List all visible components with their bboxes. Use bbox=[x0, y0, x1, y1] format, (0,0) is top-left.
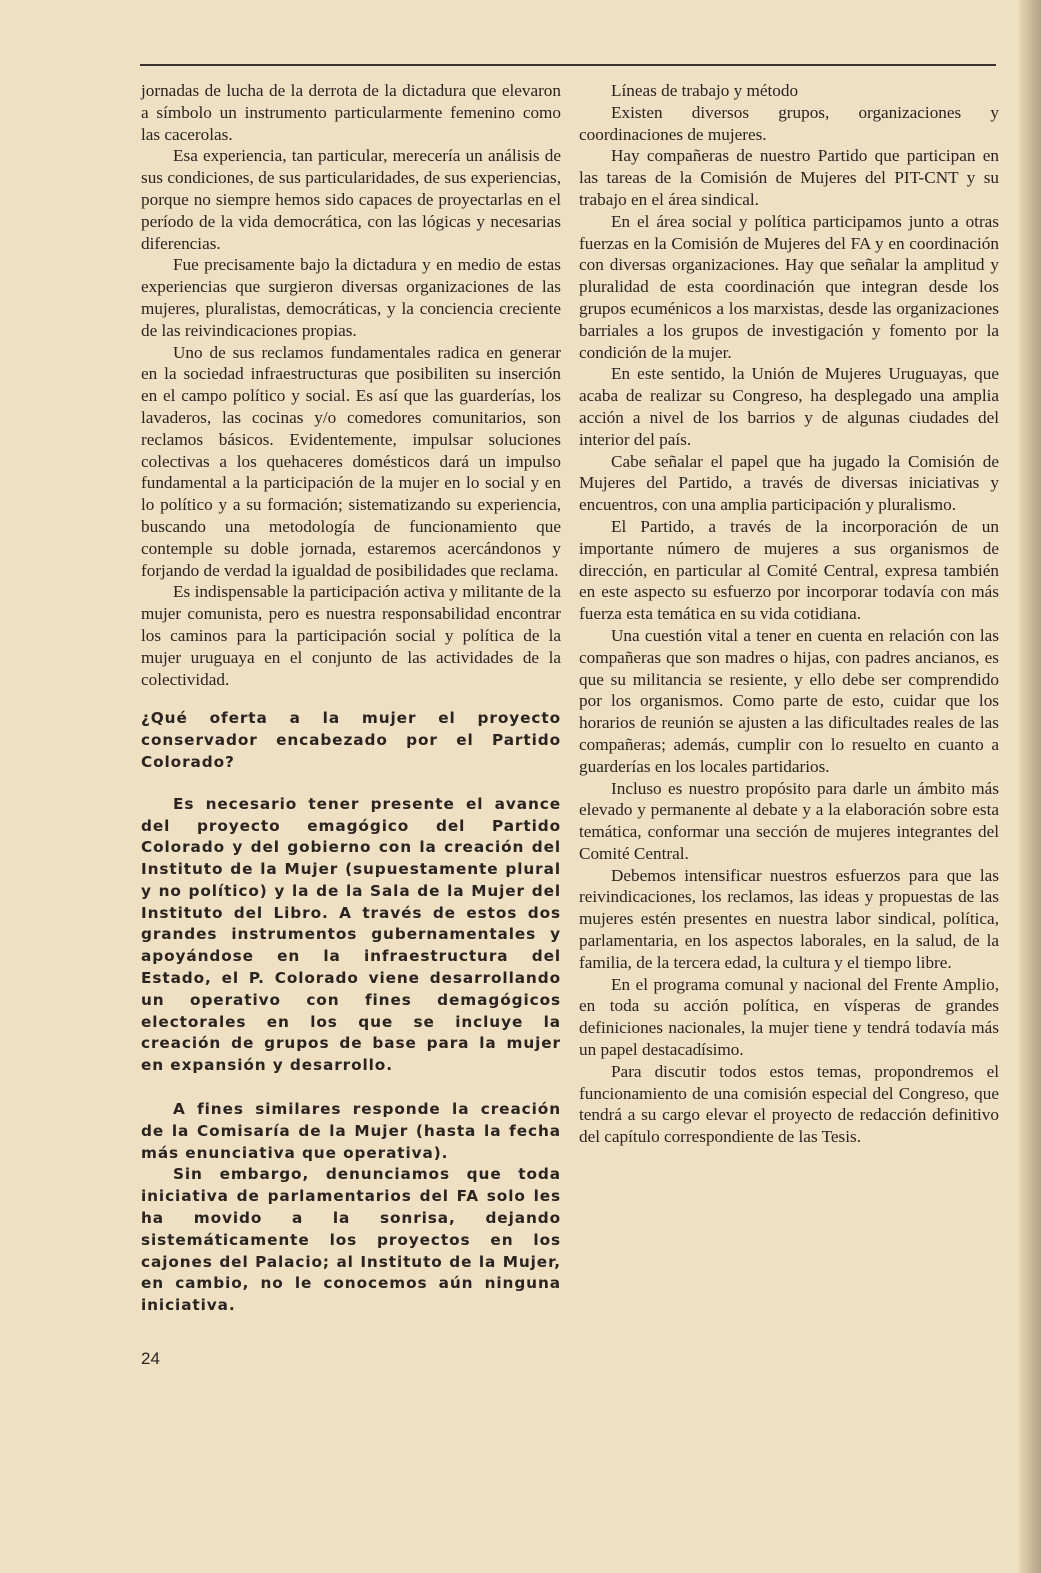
left-column bbox=[141, 80, 561, 1317]
right-column bbox=[579, 80, 999, 1148]
subheading: Líneas de trabajo y método bbox=[611, 81, 799, 100]
body-paragraph: Es indispensable la participación activa y militante de la mujer comunista, pero es nuestra responsabilidad encontrar los caminos para la participación social y política de la mujer uruguaya en el conjunto de las actividades de la colectividad. bbox=[141, 582, 561, 689]
page-number: 24 bbox=[141, 1349, 160, 1368]
bold-paragraph: Es necesario tener presente el avance del proyecto emagógico del Partido Colorado y del gobierno con la creación del Instituto de la Mujer (supuestamente plural y no político) y la de la Sala de la Mujer del Instituto del Libro. A través de estos dos grandes instrumentos gubernamentales y apoyándose en la infraestructura del Estado, el P. Colorado viene desarrollando un operativo con fines demagógicos electorales en los que se incluye la creación de grupos de base para la mujer en expansión y desarrollo. bbox=[141, 794, 561, 1075]
body-paragraph: Existen diversos grupos, organizaciones y coordinaciones de mujeres. bbox=[579, 102, 999, 144]
body-paragraph: Esa experiencia, tan particular, merecería un análisis de sus condiciones, de sus particularidades, de sus experiencias, porque no siempre hemos sido capaces de proyectarlas en el período de la vida democrática, con las lógicas y necesarias diferencias. bbox=[141, 146, 561, 253]
body-paragraph: Cabe señalar el papel que ha jugado la Comisión de Mujeres del Partido, a través de diversas iniciativas y encuentros, con una amplia participación y pluralismo. bbox=[579, 451, 999, 515]
body-paragraph: El Partido, a través de la incorporación de un importante número de mujeres a sus organismos de dirección, en particular al Comité Central, expresa también en este aspecto su esfuerzo por incorporar todavía con más fuerza esta temática en su vida cotidiana. bbox=[579, 516, 999, 624]
bold-paragraph: A fines similares responde la creación de la Comisaría de la Mujer (hasta la fecha más enunciativa que operativa). bbox=[141, 1100, 561, 1162]
header-rule bbox=[140, 64, 996, 66]
body-paragraph: Fue precisamente bajo la dictadura y en medio de estas experiencias que surgieron diversas organizaciones de las mujeres, pluralistas, democráticas, y la conciencia creciente de las reivindicaciones propias. bbox=[141, 255, 561, 340]
section-heading: ¿Qué oferta a la mujer el proyecto conservador encabezado por el Partido Colorado? bbox=[141, 709, 561, 771]
body-paragraph: Hay compañeras de nuestro Partido que participan en las tareas de la Comisión de Mujeres del PIT-CNT y su trabajo en el área sindical. bbox=[579, 146, 999, 209]
body-paragraph: Incluso es nuestro propósito para darle un ámbito más elevado y permanente al debate y a la elaboración sobre esta temática, conformar una sección de mujeres integrantes del Comité Central. bbox=[579, 778, 999, 863]
page-edge-shadow bbox=[1019, 0, 1041, 1573]
body-paragraph: En el programa comunal y nacional del Frente Amplio, en toda su acción política, en vísperas de grandes definiciones nacionales, la mujer tiene y tendrá todavía más un papel destacadísimo. bbox=[579, 974, 999, 1060]
body-paragraph: Uno de sus reclamos fundamentales radica en generar en la sociedad infraestructuras que posibiliten su inserción en el campo político y social. Es así que las guarderías, los lavaderos, las cocinas y/o comedores comunitarios, son reclamos básicos. Evidentemente, impulsar soluciones colectivas a los quehaceres domésticos dará un impulso fundamental a la participación de la mujer en lo social y en lo político y a su formación; sistematizando su experiencia, buscando una metodología de funcionamiento que contemple su doble jornada, estaremos acercándonos y forjando de verdad la igualdad de posibilidades que reclama. bbox=[141, 342, 561, 580]
body-paragraph: En el área social y política participamos junto a otras fuerzas en la Comisión de Mujeres del FA y en coordinación con diversas organizaciones. Hay que señalar la amplitud y pluralidad de esta coordinación que integran desde los grupos ecuménicos a los marxistas, desde las organizaciones barriales a los grupos de investigación y fomento por la condición de la mujer. bbox=[579, 211, 999, 362]
bold-paragraph: Sin embargo, denunciamos que toda iniciativa de parlamentarios del FA solo les ha movido a la sonrisa, dejando sistemáticamente los proyectos en los cajones del Palacio; al Instituto de la Mujer, en cambio, no le conocemos aún ninguna iniciativa. bbox=[141, 1165, 561, 1315]
body-paragraph: Una cuestión vital a tener en cuenta en relación con las compañeras que son madres o hijas, con padres ancianos, es que su militancia se resiente, y ello debe ser comprendido por los organismos. Como parte de esto, cuidar que los horarios de reunión se ajusten a las dificultades reales de las compañeras; además, cumplir con lo resuelto en cuanto a guarderías en los locales partidarios. bbox=[579, 625, 999, 776]
body-paragraph: Para discutir todos estos temas, propondremos el funcionamiento de una comisión especial del Congreso, que tendrá a su cargo elevar el proyecto de redacción definitivo del capítulo correspondiente de las Tesis. bbox=[579, 1061, 999, 1147]
body-paragraph: En este sentido, la Unión de Mujeres Uruguayas, que acaba de realizar su Congreso, ha desplegado una amplia acción a nivel de los barrios y de algunas ciudades del interior del país. bbox=[579, 364, 999, 449]
body-paragraph: jornadas de lucha de la derrota de la dictadura que elevaron a símbolo un instrumento particularmente femenino como las cacerolas. bbox=[141, 81, 561, 144]
body-paragraph: Debemos intensificar nuestros esfuerzos para que las reivindicaciones, los reclamos, las ideas y propuestas de las mujeres estén presentes en nuestra labor sindical, política, parlamentaria, en los aspectos laborales, en la salud, de la familia, de la tercera edad, la cultura y el tiempo libre. bbox=[579, 865, 999, 972]
